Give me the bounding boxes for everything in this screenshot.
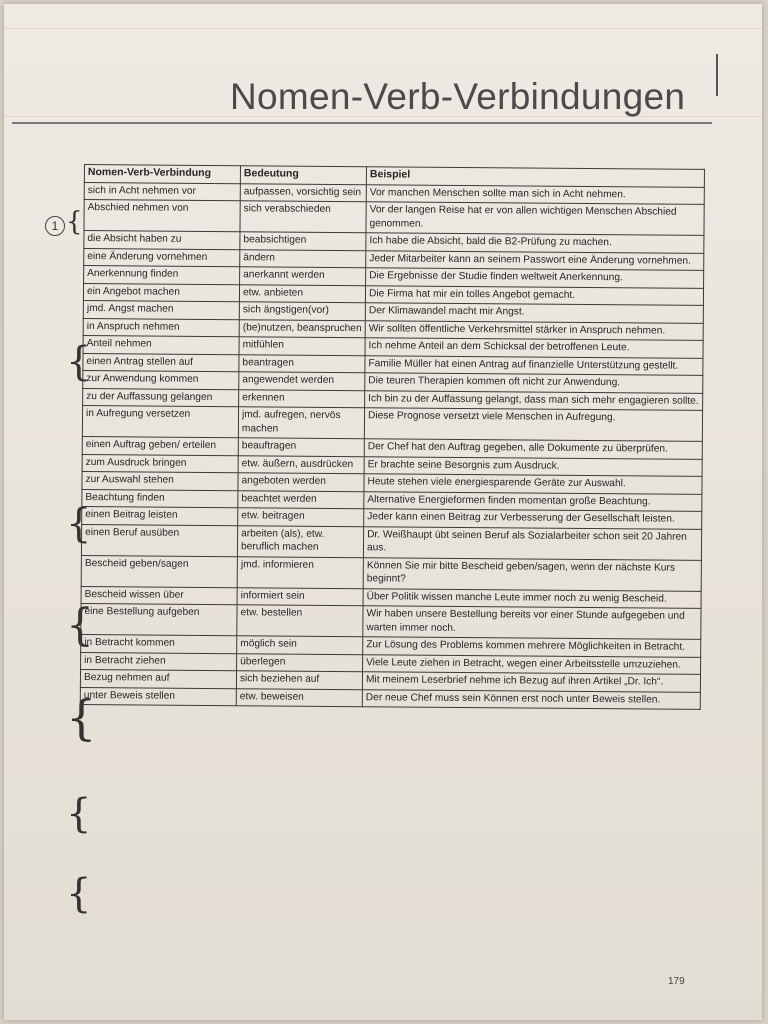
table-row: [81, 524, 701, 560]
example-cell: Er brachte seine Besorgnis zum Ausdruck.: [364, 456, 702, 476]
meaning-cell: beachtet werden: [238, 490, 364, 508]
example-cell: Mit meinem Leserbrief nehme ich Bezug auf ihren Artikel „Dr. Ich“.: [362, 672, 700, 692]
nvv-cell: einen Antrag stellen auf: [83, 353, 239, 372]
example-cell: Die Firma hat mir ein tolles Angebot gemacht.: [365, 285, 703, 305]
nvv-cell: sich in Acht nehmen vor: [84, 182, 240, 201]
nvv-cell: die Absicht haben zu: [84, 231, 240, 250]
meaning-cell: jmd. informieren: [237, 556, 363, 588]
table-row: [81, 555, 701, 591]
meaning-cell: etw. beitragen: [238, 508, 364, 526]
nvv-cell: Bescheid wissen über: [81, 586, 237, 605]
nvv-cell: zur Anwendung kommen: [83, 370, 239, 389]
meaning-cell: mitfühlen: [239, 337, 365, 355]
handwritten-circled-number: 1: [45, 216, 65, 236]
nvv-cell: einen Beruf ausüben: [81, 524, 237, 556]
nvv-cell: Anerkennung finden: [84, 266, 240, 285]
nvv-cell: Bezug nehmen auf: [80, 669, 236, 688]
handwritten-brace-icon: {: [66, 501, 92, 547]
meaning-cell: erkennen: [239, 389, 365, 407]
handwritten-brace-icon: {: [66, 871, 92, 917]
nvv-cell: eine Bestellung aufgeben: [81, 603, 237, 635]
page-number: 179: [668, 976, 685, 987]
nvv-cell: in Betracht ziehen: [81, 652, 237, 671]
nvv-cell: unter Beweis stellen: [80, 687, 236, 706]
table-row: [80, 687, 700, 709]
example-cell: Ich bin zu der Auffassung gelangt, dass man sich mehr engagieren sollte.: [365, 390, 703, 410]
page-edge-line: [4, 28, 762, 29]
nvv-cell: Beachtung finden: [82, 489, 238, 508]
page-title: Nomen-Verb-Verbindungen: [230, 76, 686, 117]
nvv-cell: ein Angebot machen: [83, 283, 239, 302]
meaning-cell: aufpassen, vorsichtig sein: [240, 183, 366, 201]
meaning-cell: etw. äußern, ausdrücken: [238, 455, 364, 473]
meaning-cell: überlegen: [237, 653, 363, 671]
example-cell: Der Klimawandel macht mir Angst.: [365, 303, 703, 323]
handwritten-brace-icon: {: [66, 600, 94, 651]
meaning-cell: angewendet werden: [239, 372, 365, 390]
meaning-cell: etw. anbieten: [239, 284, 365, 302]
meaning-cell: sich ängstigen(vor): [239, 302, 365, 320]
example-cell: Über Politik wissen manche Leute immer noch zu wenig Bescheid.: [363, 588, 701, 608]
column-header: Beispiel: [366, 167, 704, 187]
handwritten-brace-icon: {: [66, 339, 92, 385]
example-cell: Der Chef hat den Auftrag gegeben, alle Dokumente zu überprüfen.: [364, 439, 702, 459]
example-cell: Dr. Weißhaupt übt seinen Beruf als Sozialarbeiter schon seit 20 Jahren aus.: [363, 526, 701, 560]
nvv-cell: Anteil nehmen: [83, 335, 239, 354]
example-cell: Vor manchen Menschen sollte man sich in Acht nehmen.: [366, 184, 704, 204]
example-cell: Jeder kann einen Beitrag zur Verbesserung der Gesellschaft leisten.: [364, 509, 702, 529]
meaning-cell: (be)nutzen, beanspruchen: [239, 319, 365, 337]
example-cell: Der neue Chef muss sein Können erst noch unter Beweis stellen.: [362, 689, 700, 709]
nvv-cell: eine Änderung vornehmen: [84, 248, 240, 267]
table-body: [80, 182, 704, 709]
table-row: [82, 405, 702, 441]
meaning-cell: angeboten werden: [238, 473, 364, 491]
meaning-cell: beantragen: [239, 354, 365, 372]
table-row: [84, 200, 704, 236]
meaning-cell: ändern: [240, 249, 366, 267]
nvv-cell: einen Beitrag leisten: [82, 506, 238, 525]
handwritten-brace-icon: {: [66, 690, 97, 746]
meaning-cell: beauftragen: [238, 438, 364, 456]
nvv-cell: jmd. Angst machen: [83, 300, 239, 319]
example-cell: Vor der langen Reise hat er von allen wichtigen Menschen Abschied genommen.: [366, 202, 704, 236]
meaning-cell: sich verabschieden: [240, 201, 366, 233]
example-cell: Diese Prognose versetzt viele Menschen in Aufregung.: [364, 408, 702, 442]
nvv-cell: Abschied nehmen von: [84, 200, 240, 232]
column-header: Nomen-Verb-Verbindung: [84, 165, 240, 184]
nvv-cell: in Betracht kommen: [81, 634, 237, 653]
meaning-cell: möglich sein: [237, 636, 363, 654]
meaning-cell: beabsichtigen: [240, 232, 366, 250]
example-cell: Ich habe die Absicht, bald die B2-Prüfung zu machen.: [366, 233, 704, 253]
nvv-cell: Bescheid geben/sagen: [81, 555, 237, 587]
handwritten-brace-icon: {: [66, 207, 83, 237]
meaning-cell: arbeiten (als), etw. beruflich machen: [237, 525, 363, 557]
nvv-cell: zu der Auffassung gelangen: [83, 388, 239, 407]
meaning-cell: informiert sein: [237, 587, 363, 605]
column-header: Bedeutung: [240, 166, 366, 184]
example-cell: Wir sollten öffentliche Verkehrsmittel stärker in Anspruch nehmen.: [365, 320, 703, 340]
example-cell: Zur Lösung des Problems kommen mehrere Möglichkeiten in Betracht.: [363, 637, 701, 657]
document-page: [4, 4, 762, 1020]
example-cell: Heute stehen viele energiesparende Geräte zur Auswahl.: [364, 474, 702, 494]
example-cell: Die teuren Therapien kommen oft nicht zur Anwendung.: [365, 373, 703, 393]
title-underline: [12, 122, 712, 124]
nvv-cell: zum Ausdruck bringen: [82, 454, 238, 473]
meaning-cell: sich beziehen auf: [236, 671, 362, 689]
nvv-cell: einen Auftrag geben/ erteilen: [82, 436, 238, 455]
example-cell: Wir haben unsere Bestellung bereits vor einer Stunde aufgegeben und warten immer noch.: [363, 606, 701, 640]
meaning-cell: jmd. aufregen, nervös machen: [238, 407, 364, 439]
example-cell: Familie Müller hat einen Antrag auf finanzielle Unterstützung gestellt.: [365, 355, 703, 375]
nvv-cell: zur Auswahl stehen: [82, 471, 238, 490]
example-cell: Können Sie mir bitte Bescheid geben/sagen, wenn der nächste Kurs beginnt?: [363, 557, 701, 591]
nomen-verb-table: [80, 164, 705, 710]
handwritten-margin-stroke: [716, 54, 718, 96]
example-cell: Ich nehme Anteil an dem Schicksal der betroffenen Leute.: [365, 338, 703, 358]
table-row: [81, 603, 701, 639]
example-cell: Alternative Energieformen finden momentan große Beachtung.: [364, 491, 702, 511]
meaning-cell: etw. beweisen: [236, 688, 362, 706]
handwritten-brace-icon: {: [66, 791, 92, 837]
example-cell: Die Ergebnisse der Studie finden weltweit Anerkennung.: [366, 268, 704, 288]
example-cell: Jeder Mitarbeiter kann an seinem Passwort eine Änderung vornehmen.: [366, 250, 704, 270]
meaning-cell: etw. bestellen: [237, 605, 363, 637]
example-cell: Viele Leute ziehen in Betracht, wegen einer Arbeitsstelle umzuziehen.: [363, 654, 701, 674]
meaning-cell: anerkannt werden: [240, 267, 366, 285]
nvv-cell: in Aufregung versetzen: [82, 405, 238, 437]
nvv-cell: in Anspruch nehmen: [83, 318, 239, 337]
